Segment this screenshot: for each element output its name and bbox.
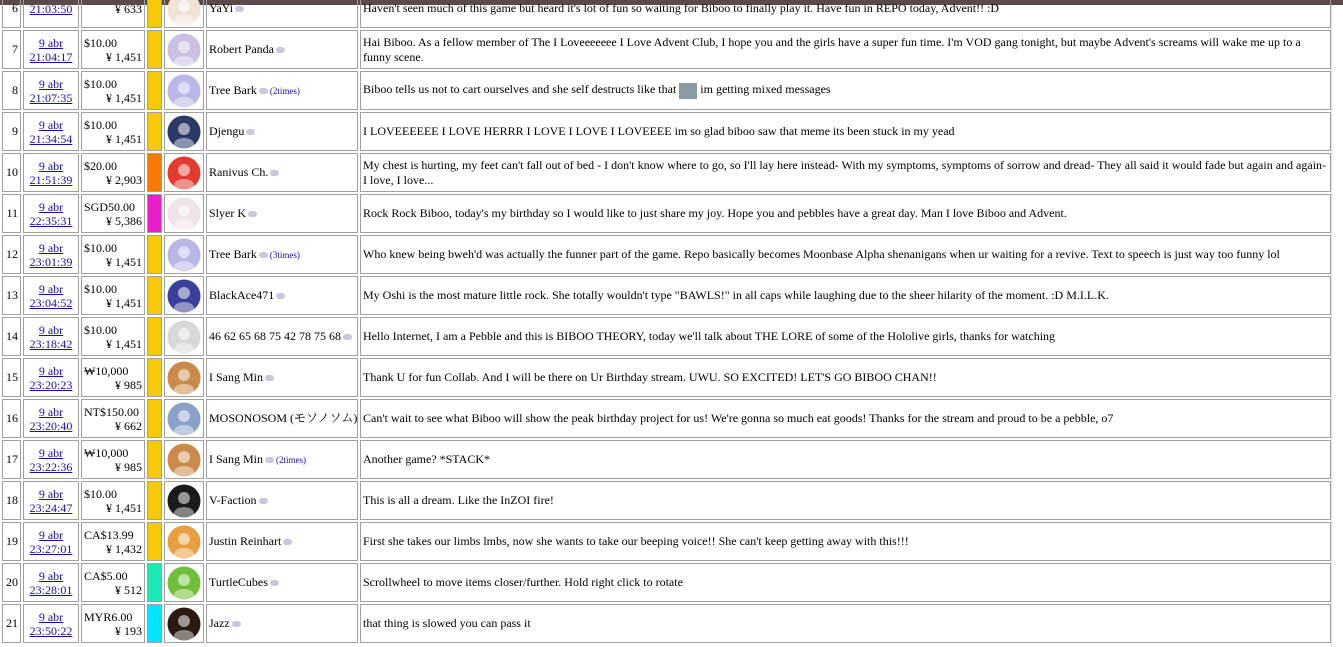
avatar-image: [167, 115, 201, 149]
original-amount: NT$150.00: [84, 404, 139, 419]
timestamp-cell: [23, 235, 79, 274]
date-link[interactable]: 9 abr: [38, 609, 64, 624]
table-row: [2, 235, 1331, 274]
avatar: [164, 276, 204, 315]
tier-color-swatch: [147, 235, 162, 274]
time-link[interactable]: 23:28:01: [29, 582, 73, 597]
message-text: This is all a dream. Like the InZOI fire!: [363, 493, 554, 507]
tier-color-swatch: [147, 317, 162, 356]
member-badge-icon: [270, 580, 279, 586]
avatar-image: [167, 156, 201, 190]
avatar-image: [167, 607, 201, 641]
member-badge-icon: [265, 375, 274, 381]
date-link[interactable]: 9 abr: [38, 568, 64, 583]
repeat-count: (3times): [269, 249, 300, 260]
amount-cell: [81, 30, 145, 69]
message-cell: [360, 440, 1331, 479]
amount-cell: [81, 317, 145, 356]
tier-color-swatch: [147, 153, 162, 192]
timestamp-cell: [23, 112, 79, 151]
member-badge-icon: [235, 6, 244, 12]
date-link[interactable]: 9 abr: [38, 281, 64, 296]
table-row: [2, 153, 1331, 192]
time-link[interactable]: 23:01:39: [29, 254, 73, 269]
yen-amount: ¥ 1,451: [106, 131, 142, 146]
avatar-image: [167, 443, 201, 477]
username-cell: [206, 440, 358, 479]
timestamp-cell: [23, 194, 79, 233]
message-text: Thank U for fun Collab. And I will be there on Ur Birthday stream. UWU. SO EXCITED! LET'S GO BIBOO CHAN!!: [363, 370, 937, 384]
table-row: [2, 71, 1331, 110]
avatar-image: [167, 279, 201, 313]
message-text: Rock Rock Biboo, today's my birthday so I would like to just share my joy. Hope you and pebbles have a great day. Man I love Biboo and Advent.: [363, 206, 1067, 220]
message-cell: [360, 317, 1331, 356]
time-link[interactable]: 23:18:42: [29, 336, 73, 351]
username: BlackAce471: [209, 288, 275, 302]
time-link[interactable]: 21:51:39: [29, 172, 73, 187]
row-number: 15: [2, 358, 21, 397]
message-cell: [360, 358, 1331, 397]
timestamp-cell: [23, 276, 79, 315]
username: Tree Bark: [209, 246, 257, 261]
message-cell: [360, 235, 1331, 274]
message-cell: [360, 481, 1331, 520]
message-cell: [360, 71, 1331, 110]
avatar: [164, 112, 204, 151]
username: MOSONOSOM (モソノソム): [209, 411, 358, 425]
amount-cell: [81, 71, 145, 110]
yen-amount: ¥ 985: [115, 459, 142, 474]
message-cell: [360, 153, 1331, 192]
table-row: [2, 194, 1331, 233]
avatar-image: [167, 320, 201, 354]
tier-color-swatch: [147, 522, 162, 561]
repeat-count: (2times): [269, 85, 300, 96]
avatar: [164, 194, 204, 233]
row-number: 8: [2, 71, 21, 110]
yen-amount: ¥ 1,432: [106, 541, 142, 556]
time-link[interactable]: 23:27:01: [29, 541, 73, 556]
amount-cell: [81, 0, 145, 28]
username: 46 62 65 68 75 42 78 75 68: [209, 329, 341, 343]
timestamp-cell: [23, 440, 79, 479]
table-row: [2, 0, 1331, 28]
avatar: [164, 358, 204, 397]
timestamp-cell: [23, 358, 79, 397]
row-number: 12: [2, 235, 21, 274]
username-cell: [206, 235, 358, 274]
member-badge-icon: [265, 457, 274, 463]
table-row: [2, 522, 1331, 561]
message-text: I LOVEEEEEE I LOVE HERRR I LOVE I LOVE I LOVEEEE im so glad biboo saw that meme its been stuck in my yead: [363, 124, 955, 138]
date-link[interactable]: 9 abr: [38, 35, 64, 50]
message-text: My chest is hurting, my feet can't fall out of bed - I don't know where to go, so I'll lay here instead- With my symptoms, symptoms of sorrow and dread- They all said it would fade but again and again- I love, I love...: [363, 157, 1327, 187]
username: Robert Panda: [209, 42, 274, 56]
time-link[interactable]: 23:50:22: [29, 623, 73, 638]
time-link[interactable]: 23:22:36: [29, 459, 73, 474]
avatar-image: [167, 484, 201, 518]
username: Slyer K: [209, 206, 246, 220]
member-badge-icon: [246, 129, 255, 135]
row-number: 11: [2, 194, 21, 233]
avatar: [164, 0, 204, 28]
table-row: [2, 604, 1331, 643]
original-amount: MYR6.00: [84, 609, 133, 624]
username-cell: [206, 112, 358, 151]
row-number: 13: [2, 276, 21, 315]
date-link[interactable]: 9 abr: [38, 363, 64, 378]
member-badge-icon: [248, 211, 257, 217]
original-amount: $10.00: [84, 76, 117, 91]
date-link[interactable]: 9 abr: [38, 404, 64, 419]
yen-amount: ¥ 1,451: [106, 254, 142, 269]
username: I Sang Min: [209, 451, 263, 466]
time-link[interactable]: 21:07:35: [29, 90, 73, 105]
avatar-image: [167, 566, 201, 600]
username-cell: [206, 358, 358, 397]
yen-amount: ¥ 633: [115, 1, 142, 16]
message-text: Can't wait to see what Biboo will show the peak birthday project for us! We're gonna so much eat goods! Thanks for the stream and proud to be a pebble, o7: [363, 411, 1114, 425]
username: Ranivus Ch.: [209, 165, 269, 179]
yen-amount: ¥ 1,451: [106, 49, 142, 64]
row-number: 21: [2, 604, 21, 643]
username-cell: [206, 563, 358, 602]
message-cell: [360, 399, 1331, 438]
time-link[interactable]: 21:34:54: [29, 131, 73, 146]
message-text: Haven't seen much of this game but heard it's lot of fun so waiting for Biboo to finally play it. Have fun in REPO today, Advent!! :D: [363, 1, 1000, 15]
date-link[interactable]: 9 abr: [38, 445, 64, 460]
timestamp-cell: [23, 563, 79, 602]
amount-cell: [81, 235, 145, 274]
yen-amount: ¥ 193: [115, 623, 142, 638]
amount-cell: [81, 481, 145, 520]
scrollbar-track[interactable]: [1331, 5, 1343, 647]
table-row: [2, 563, 1331, 602]
table-row: [2, 440, 1331, 479]
avatar-image: [167, 33, 201, 67]
avatar: [164, 317, 204, 356]
member-badge-icon: [270, 170, 279, 176]
original-amount: SGD50.00: [84, 199, 136, 214]
avatar: [164, 481, 204, 520]
avatar-image: [167, 238, 201, 272]
emote-icon: [679, 83, 697, 99]
message-cell: [360, 522, 1331, 561]
table-row: [2, 112, 1331, 151]
username-cell: [206, 71, 358, 110]
date-link[interactable]: 9 abr: [38, 322, 64, 337]
message-text: Another game? *STACK*: [363, 452, 491, 466]
message-text: Hello Internet, I am a Pebble and this is BIBOO THEORY, today we'll talk about THE LORE of some of the Hololive girls, thanks for watching: [363, 329, 1056, 343]
avatar: [164, 30, 204, 69]
avatar-image: [167, 74, 201, 108]
row-number: 6: [2, 0, 21, 28]
tier-color-swatch: [147, 194, 162, 233]
amount-cell: [81, 399, 145, 438]
yen-amount: ¥ 985: [115, 377, 142, 392]
message-text: Who knew being bweh'd was actually the funner part of the game. Repo basically becomes Moonbase Alpha shenanigans when ur waiting for a revive. Text to speech is just way too funny lol: [363, 247, 1280, 261]
avatar: [164, 235, 204, 274]
username-cell: [206, 399, 358, 438]
member-badge-icon: [343, 334, 352, 340]
timestamp-cell: [23, 317, 79, 356]
member-badge-icon: [276, 47, 285, 53]
message-cell: [360, 276, 1331, 315]
row-number: 18: [2, 481, 21, 520]
yen-amount: ¥ 5,386: [106, 213, 142, 228]
message-text-after: im getting mixed messages: [700, 82, 831, 97]
date-link[interactable]: 9 abr: [38, 486, 64, 501]
message-cell: [360, 0, 1331, 28]
message-text: that thing is slowed you can pass it: [363, 616, 531, 630]
original-amount: $10.00: [84, 240, 117, 255]
avatar: [164, 399, 204, 438]
yen-amount: ¥ 1,451: [106, 500, 142, 515]
tier-color-swatch: [147, 604, 162, 643]
timestamp-cell: [23, 604, 79, 643]
time-link[interactable]: 23:20:23: [29, 377, 73, 392]
username-cell: [206, 194, 358, 233]
member-badge-icon: [259, 498, 268, 504]
amount-cell: [81, 358, 145, 397]
username: I Sang Min: [209, 370, 263, 384]
avatar-image: [167, 197, 201, 231]
tier-color-swatch: [147, 399, 162, 438]
time-link[interactable]: 21:03:50: [29, 1, 73, 16]
message-cell: [360, 604, 1331, 643]
date-link[interactable]: 9 abr: [38, 158, 64, 173]
amount-cell: [81, 522, 145, 561]
tier-color-swatch: [147, 440, 162, 479]
username: V-Faction: [209, 493, 257, 507]
tier-color-swatch: [147, 481, 162, 520]
message-text: Hai Biboo. As a fellow member of The I Loveeeeeee I Love Advent Club, I hope you and the girls have a super fun time. I'm VOD gang tonight, but maybe Advent's screams will wake me up to a funny scene.: [363, 34, 1301, 64]
avatar: [164, 522, 204, 561]
original-amount: ₩10,000: [84, 363, 129, 378]
original-amount: $10.00: [84, 322, 117, 337]
time-link[interactable]: 23:20:40: [29, 418, 73, 433]
tier-color-swatch: [147, 112, 162, 151]
tier-color-swatch: [147, 30, 162, 69]
original-amount: $10.00: [84, 281, 117, 296]
tier-color-swatch: [147, 358, 162, 397]
date-link[interactable]: 9 abr: [38, 527, 64, 542]
yen-amount: ¥ 512: [115, 582, 142, 597]
time-link[interactable]: 23:04:52: [29, 295, 73, 310]
time-link[interactable]: 21:04:17: [29, 49, 73, 64]
username-cell: [206, 317, 358, 356]
avatar: [164, 71, 204, 110]
amount-cell: [81, 276, 145, 315]
yen-amount: ¥ 1,451: [106, 90, 142, 105]
amount-cell: [81, 440, 145, 479]
username-cell: [206, 0, 358, 28]
message-text: Biboo tells us not to cart ourselves and she self destructs like that: [363, 82, 677, 97]
username-cell: [206, 30, 358, 69]
message-text: Scrollwheel to move items closer/further. Hold right click to rotate: [363, 575, 683, 589]
row-number: 7: [2, 30, 21, 69]
date-link[interactable]: 9 abr: [38, 76, 64, 91]
amount-cell: [81, 112, 145, 151]
username: TurtleCubes: [209, 575, 268, 589]
amount-cell: [81, 604, 145, 643]
row-number: 10: [2, 153, 21, 192]
table-row: [2, 358, 1331, 397]
avatar-image: [167, 402, 201, 436]
username: Justin Reinhart: [209, 534, 282, 548]
row-number: 14: [2, 317, 21, 356]
row-number: 16: [2, 399, 21, 438]
username-cell: [206, 522, 358, 561]
table-row: [2, 276, 1331, 315]
time-link[interactable]: 22:35:31: [29, 213, 73, 228]
original-amount: $20.00: [84, 158, 117, 173]
tier-color-swatch: [147, 276, 162, 315]
date-link[interactable]: 9 abr: [38, 240, 64, 255]
message-cell: [360, 112, 1331, 151]
timestamp-cell: [23, 522, 79, 561]
timestamp-cell: [23, 481, 79, 520]
username-cell: [206, 153, 358, 192]
repeat-count: (2times): [276, 454, 306, 465]
username-cell: [206, 481, 358, 520]
yen-amount: ¥ 1,451: [106, 336, 142, 351]
member-badge-icon: [276, 293, 285, 299]
timestamp-cell: [23, 0, 79, 28]
original-amount: CA$13.99: [84, 527, 134, 542]
message-cell: [360, 30, 1331, 69]
original-amount: $10.00: [84, 486, 117, 501]
avatar-image: [167, 525, 201, 559]
avatar: [164, 153, 204, 192]
member-badge-icon: [232, 621, 241, 627]
username-cell: [206, 604, 358, 643]
message-text: My Oshi is the most mature little rock. She totally wouldn't type "BAWLS!" in all caps while laughing due to the sheer hilarity of the moment. :D M.I.L.K.: [363, 288, 1109, 302]
username: Jazz: [209, 616, 230, 630]
row-number: 20: [2, 563, 21, 602]
avatar-image: [167, 361, 201, 395]
message-text: First she takes our limbs lmbs, now she wants to take our beeping voice!! She can't keep getting away with this!!!: [363, 534, 909, 548]
yen-amount: ¥ 662: [115, 418, 142, 433]
member-badge-icon: [283, 539, 292, 545]
avatar: [164, 440, 204, 479]
date-link[interactable]: 9 abr: [38, 117, 64, 132]
message-cell: [360, 563, 1331, 602]
username: YaYi: [209, 1, 234, 15]
member-badge-icon: [259, 88, 268, 94]
amount-cell: [81, 563, 145, 602]
timestamp-cell: [23, 71, 79, 110]
table-row: [2, 30, 1331, 69]
avatar: [164, 563, 204, 602]
amount-cell: [81, 194, 145, 233]
original-amount: ₩10,000: [84, 445, 129, 460]
table-row: [2, 399, 1331, 438]
username: Djengu: [209, 124, 245, 138]
timestamp-cell: [23, 153, 79, 192]
time-link[interactable]: 23:24:47: [29, 500, 73, 515]
row-number: 9: [2, 112, 21, 151]
message-cell: [360, 194, 1331, 233]
date-link[interactable]: 9 abr: [38, 199, 64, 214]
timestamp-cell: [23, 30, 79, 69]
yen-amount: ¥ 2,903: [106, 172, 142, 187]
avatar-image: [167, 0, 201, 26]
timestamp-cell: [23, 399, 79, 438]
username: Tree Bark: [209, 82, 257, 97]
original-amount: $10.00: [84, 117, 117, 132]
tier-color-swatch: [147, 563, 162, 602]
row-number: 17: [2, 440, 21, 479]
table-row: [2, 317, 1331, 356]
member-badge-icon: [259, 252, 268, 258]
yen-amount: ¥ 1,451: [106, 295, 142, 310]
username-cell: [206, 276, 358, 315]
avatar: [164, 604, 204, 643]
tier-color-swatch: [147, 0, 162, 28]
original-amount: CA$5.00: [84, 568, 128, 583]
original-amount: $10.00: [84, 35, 117, 50]
table-row: [2, 481, 1331, 520]
row-number: 19: [2, 522, 21, 561]
tier-color-swatch: [147, 71, 162, 110]
amount-cell: [81, 153, 145, 192]
